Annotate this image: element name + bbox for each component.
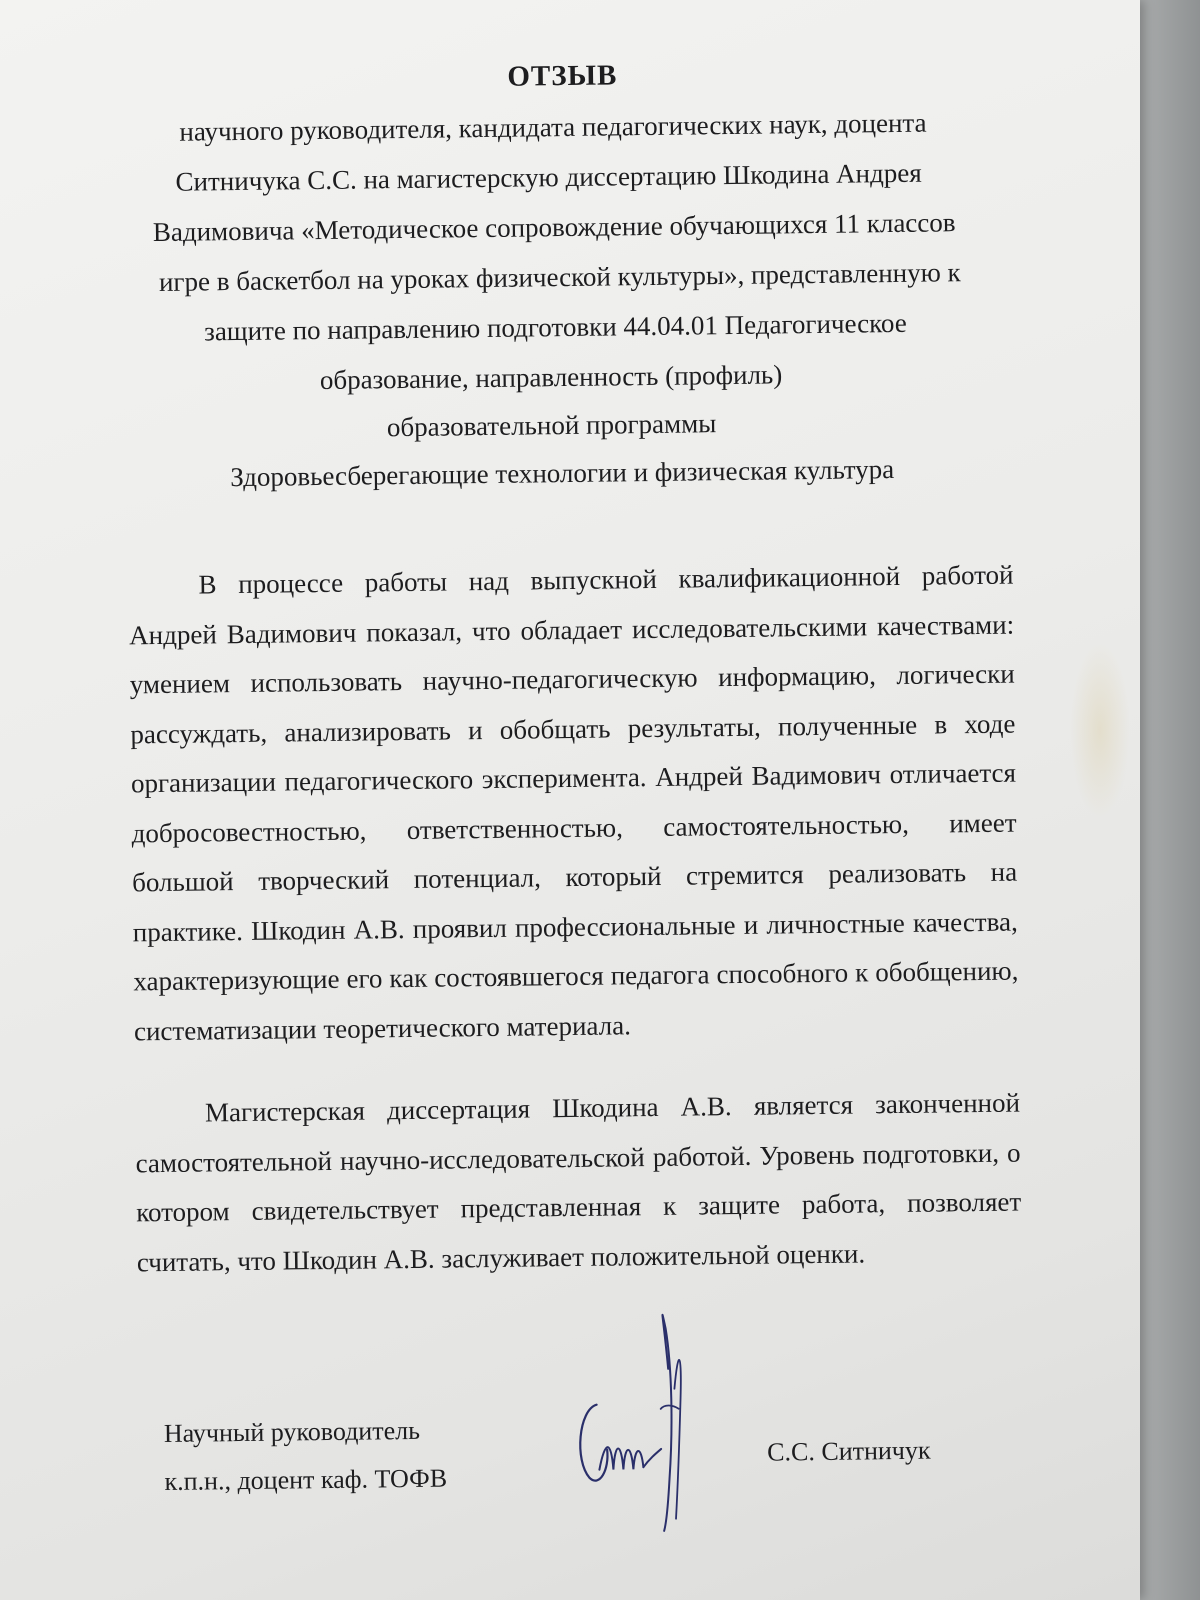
paragraph-1-text: В процессе работы над выпускной квалификационной работой Андрей Вадимович показал, что обладает исследовательскими качествами: умением использовать научно-педагогическую информацию, логически рассуждать, анализировать и обобщать результаты, полученные в ходе организации педагогического эксперимента. Андрей Вадимович отличается добросовестностью, ответственностью, самостоятельностью, имеет большой творческий потенциал, который стремится реализовать на практике. Шкодин А.В. проявил профессиональные и личностные качества, характеризующие его как состоявшегося педагога способного к обобщению, систематизации теоретического материала. <box>128 559 1019 1046</box>
heading-line-4: игре в баскетбол на уроках физической культуры», представленную к <box>158 257 961 297</box>
document-title: ОТЗЫВ <box>507 59 618 93</box>
signatory-role: Научный руководитель <box>163 1415 421 1449</box>
signatory-position: к.п.н., доцент каф. ТОФВ <box>164 1463 448 1497</box>
heading-line-6: образование, направленность (профиль) <box>319 359 783 396</box>
heading-line-7: образовательной программы <box>386 408 717 443</box>
heading-line-8: Здоровьесберегающие технологии и физическая культура <box>230 454 895 493</box>
heading-line-3: Вадимовича «Методическое сопровождение обучающихся 11 классов <box>152 207 956 248</box>
signatory-name: С.С. Ситничук <box>767 1435 931 1467</box>
paragraph-1 <box>128 551 1019 1057</box>
paragraph-2 <box>135 1079 1022 1288</box>
heading-line-5: защите по направлению подготовки 44.04.01 Педагогическое <box>203 307 907 347</box>
heading-line-2: Ситничука С.С. на магистерскую диссертацию Шкодина Андрея <box>175 157 922 197</box>
handwritten-signature <box>567 1308 700 1540</box>
signatory-block <box>164 1407 448 1506</box>
heading-line-1: научного руководителя, кандидата педагогических наук, доцента <box>179 107 927 147</box>
paragraph-2-text: Магистерская диссертация Шкодина А.В. является законченной самостоятельной научно-исследовательской работой. Уровень подготовки, о котором свидетельствует представленная к защите работа, позволяет считать, что Шкодин А.В. заслуживает положительной оценки. <box>135 1087 1022 1277</box>
